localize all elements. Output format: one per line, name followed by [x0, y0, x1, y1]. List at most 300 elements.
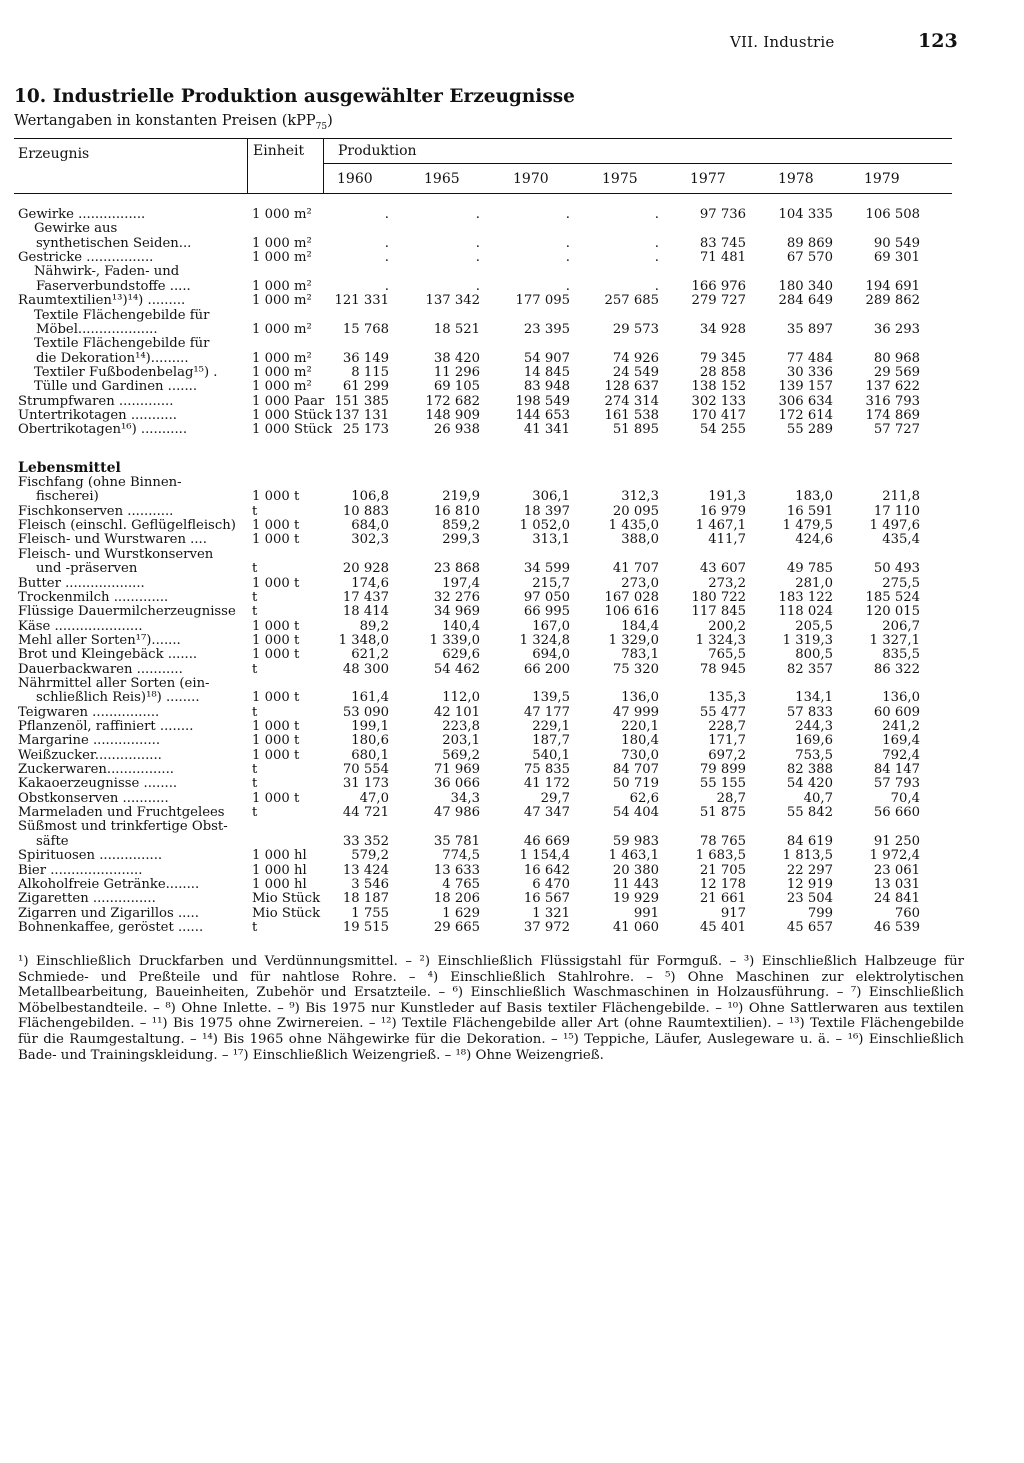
- value-cell: 17 110: [873, 503, 920, 519]
- column-header-product: Erzeugnis: [18, 146, 90, 162]
- value-cell: 83 745: [699, 235, 746, 251]
- value-cell: 275,5: [882, 575, 920, 591]
- value-cell: 730,0: [621, 747, 659, 763]
- product-label: Käse .....................: [18, 618, 143, 634]
- value-cell: .: [384, 278, 389, 294]
- table-row: [0, 677, 1024, 691]
- value-cell: 16 591: [786, 503, 833, 519]
- value-cell: 70,4: [890, 790, 920, 806]
- value-cell: 57 727: [873, 422, 920, 438]
- product-label: Bier ......................: [18, 862, 143, 878]
- value-cell: 47 347: [523, 805, 570, 821]
- value-cell: 84 619: [786, 833, 833, 849]
- value-cell: 25 173: [342, 422, 389, 438]
- value-cell: 1 435,0: [608, 518, 659, 534]
- unit-cell: 1 000 t: [252, 532, 300, 548]
- value-cell: 45 657: [786, 919, 833, 935]
- unit-column-rule: [247, 139, 248, 193]
- value-cell: 112,0: [442, 690, 480, 706]
- value-cell: 20 095: [612, 503, 659, 519]
- table-row: [0, 849, 1024, 863]
- value-cell: 15 768: [342, 321, 389, 337]
- table-row: [0, 265, 1024, 279]
- value-cell: 180 722: [691, 589, 746, 605]
- value-cell: 18 187: [342, 891, 389, 907]
- value-cell: 54 404: [612, 805, 659, 821]
- table-row: [0, 380, 1024, 394]
- value-cell: 41 341: [523, 422, 570, 438]
- value-cell: 12 178: [699, 876, 746, 892]
- value-cell: 1 629: [442, 905, 480, 921]
- value-cell: 8 115: [351, 364, 389, 380]
- value-cell: 47 999: [612, 704, 659, 720]
- value-cell: 17 437: [342, 589, 389, 605]
- value-cell: 36 149: [342, 350, 389, 366]
- value-cell: 57 833: [786, 704, 833, 720]
- value-cell: 180,6: [351, 733, 389, 749]
- table-row: [0, 663, 1024, 677]
- product-label: Raumtextilien¹³)¹⁴) .........: [18, 293, 186, 309]
- value-cell: 106 616: [604, 604, 659, 620]
- table-row: [0, 237, 1024, 251]
- value-cell: 29 573: [612, 321, 659, 337]
- product-label: Obertrikotagen¹⁶) ...........: [18, 422, 188, 438]
- value-cell: 1 327,1: [869, 632, 920, 648]
- table-row: [0, 533, 1024, 547]
- value-cell: 74 926: [612, 350, 659, 366]
- value-cell: 50 493: [873, 561, 920, 577]
- value-cell: 42 101: [433, 704, 480, 720]
- value-cell: 241,2: [882, 719, 920, 734]
- value-cell: 223,8: [442, 719, 480, 734]
- value-cell: .: [565, 250, 570, 265]
- value-cell: 148 909: [425, 407, 480, 423]
- table-row: [0, 634, 1024, 648]
- value-cell: 44 721: [342, 805, 389, 821]
- product-label: Textiler Fußbodenbelag¹⁵) .: [34, 364, 218, 380]
- value-cell: 30 336: [786, 364, 833, 380]
- subtitle-text: Wertangaben in konstanten Preisen (kPP: [14, 113, 316, 129]
- value-cell: 82 388: [786, 762, 833, 777]
- value-cell: 219,9: [442, 489, 480, 505]
- value-cell: 579,2: [351, 848, 389, 864]
- value-cell: 71 481: [699, 250, 746, 265]
- product-label: Trockenmilch .............: [18, 589, 169, 605]
- table-row: [0, 763, 1024, 777]
- value-cell: 629,6: [442, 647, 480, 663]
- product-label: Fleisch (einschl. Geflügelfleisch): [18, 518, 236, 534]
- value-cell: 69 105: [433, 379, 480, 395]
- value-cell: 47 177: [523, 704, 570, 720]
- value-cell: 28 858: [699, 364, 746, 380]
- value-cell: 215,7: [532, 575, 570, 591]
- product-label: Flüssige Dauermilcherzeugnisse: [18, 604, 236, 620]
- unit-cell: t: [252, 776, 258, 792]
- value-cell: .: [654, 278, 659, 294]
- column-header-year: 1979: [864, 171, 900, 187]
- value-cell: 917: [720, 905, 746, 921]
- value-cell: 169,4: [882, 733, 920, 749]
- value-cell: .: [654, 235, 659, 251]
- value-cell: 56 660: [873, 805, 920, 821]
- value-cell: 47 986: [433, 805, 480, 821]
- value-cell: 23 868: [433, 561, 480, 577]
- value-cell: 191,3: [708, 489, 746, 505]
- table-row: [0, 505, 1024, 519]
- value-cell: 97 736: [699, 207, 746, 222]
- unit-cell: 1 000 hl: [252, 848, 307, 864]
- value-cell: 183 122: [778, 589, 833, 605]
- table-row: [0, 577, 1024, 591]
- table-row: [0, 423, 1024, 437]
- value-cell: 41 707: [612, 561, 659, 577]
- product-label: Brot und Kleingebäck .......: [18, 647, 198, 663]
- value-cell: 170 417: [691, 407, 746, 423]
- value-cell: 62,6: [629, 790, 659, 806]
- value-cell: 75 835: [523, 762, 570, 777]
- unit-cell: t: [252, 919, 258, 935]
- value-cell: .: [384, 250, 389, 265]
- value-cell: 21 705: [699, 862, 746, 878]
- value-cell: 16 810: [433, 503, 480, 519]
- unit-cell: 1 000 m²: [252, 207, 312, 222]
- value-cell: .: [565, 278, 570, 294]
- value-cell: 792,4: [882, 747, 920, 763]
- product-label: die Dekoration¹⁴).........: [36, 350, 189, 366]
- value-cell: 273,0: [621, 575, 659, 591]
- value-cell: 36 293: [873, 321, 920, 337]
- value-cell: 67 570: [786, 250, 833, 265]
- value-cell: .: [475, 235, 480, 251]
- value-cell: 289 862: [865, 293, 920, 309]
- product-label: Gewirke ................: [18, 207, 146, 222]
- table-row: [0, 806, 1024, 820]
- product-label: Teigwaren ................: [18, 704, 160, 720]
- value-cell: 36 066: [433, 776, 480, 792]
- value-cell: 50 719: [612, 776, 659, 792]
- product-label: Weißzucker................: [18, 747, 162, 763]
- value-cell: 184,4: [621, 618, 659, 634]
- page-number: 123: [918, 30, 958, 52]
- value-cell: 177 095: [515, 293, 570, 309]
- unit-cell: 1 000 t: [252, 719, 300, 734]
- value-cell: 1 329,0: [608, 632, 659, 648]
- product-label: Fischfang (ohne Binnen-: [18, 475, 182, 490]
- value-cell: 1 683,5: [695, 848, 746, 864]
- table-row: [0, 562, 1024, 576]
- product-label: Spirituosen ...............: [18, 848, 163, 864]
- product-label: schließlich Reis)¹⁸) ........: [36, 690, 200, 706]
- value-cell: 51 875: [699, 805, 746, 821]
- value-cell: 306 634: [778, 393, 833, 409]
- value-cell: 167,0: [532, 618, 570, 634]
- unit-cell: 1 000 t: [252, 575, 300, 591]
- subtitle-end: ): [327, 113, 333, 129]
- unit-cell: t: [252, 661, 258, 677]
- value-cell: 274 314: [604, 393, 659, 409]
- value-cell: 29,7: [540, 790, 570, 806]
- value-cell: 13 424: [342, 862, 389, 878]
- value-cell: 200,2: [708, 618, 746, 634]
- value-cell: 174 869: [865, 407, 920, 423]
- value-cell: 13 633: [433, 862, 480, 878]
- table-row: [0, 907, 1024, 921]
- value-cell: 1 052,0: [519, 518, 570, 534]
- header-bottom-rule: [14, 193, 952, 194]
- value-cell: 104 335: [778, 207, 833, 222]
- value-cell: 84 147: [873, 762, 920, 777]
- table-row: [0, 835, 1024, 849]
- value-cell: 54 907: [523, 350, 570, 366]
- value-cell: 302,3: [351, 532, 389, 548]
- value-cell: 206,7: [882, 618, 920, 634]
- value-cell: 18 521: [433, 321, 480, 337]
- product-label: Alkoholfreie Getränke........: [18, 876, 200, 892]
- table-row: [0, 366, 1024, 380]
- product-label: Zuckerwaren................: [18, 762, 174, 777]
- value-cell: 34 599: [523, 561, 570, 577]
- table-row: [0, 734, 1024, 748]
- value-cell: 166 976: [691, 278, 746, 294]
- unit-cell: 1 000 Stück: [252, 422, 333, 438]
- column-header-unit: Einheit: [253, 143, 305, 159]
- value-cell: 697,2: [708, 747, 746, 763]
- value-cell: 49 785: [786, 561, 833, 577]
- value-cell: 1 497,6: [869, 518, 920, 534]
- value-cell: 835,5: [882, 647, 920, 663]
- value-cell: 11 443: [612, 876, 659, 892]
- value-cell: 306,1: [532, 489, 570, 505]
- value-cell: .: [475, 250, 480, 265]
- unit-cell: t: [252, 704, 258, 720]
- product-label: Kakaoerzeugnisse ........: [18, 776, 178, 792]
- value-cell: 205,5: [795, 618, 833, 634]
- value-cell: 80 968: [873, 350, 920, 366]
- table-row: [0, 352, 1024, 366]
- value-cell: 1 154,4: [519, 848, 570, 864]
- value-cell: 313,1: [532, 532, 570, 548]
- value-cell: 257 685: [604, 293, 659, 309]
- unit-cell: 1 000 hl: [252, 876, 307, 892]
- value-cell: 35 781: [433, 833, 480, 849]
- column-header-year: 1970: [513, 171, 549, 187]
- value-cell: 183,0: [795, 489, 833, 505]
- value-cell: 171,7: [708, 733, 746, 749]
- value-cell: 120 015: [865, 604, 920, 620]
- value-cell: 90 549: [873, 235, 920, 251]
- value-cell: 19 929: [612, 891, 659, 907]
- value-cell: 55 842: [786, 805, 833, 821]
- value-cell: 134,1: [795, 690, 833, 706]
- value-cell: 16 979: [699, 503, 746, 519]
- value-cell: 57 793: [873, 776, 920, 792]
- product-label: Pflanzenöl, raffiniert ........: [18, 719, 194, 734]
- subtitle-subscript: 75: [315, 121, 328, 132]
- value-cell: 859,2: [442, 518, 480, 534]
- value-cell: 55 477: [699, 704, 746, 720]
- value-cell: 198 549: [515, 393, 570, 409]
- value-cell: 316 793: [865, 393, 920, 409]
- unit-cell: t: [252, 589, 258, 605]
- table-row: [0, 309, 1024, 323]
- value-cell: 54 462: [433, 661, 480, 677]
- product-label: säfte: [36, 833, 69, 849]
- value-cell: 26 938: [433, 422, 480, 438]
- table-row: [0, 620, 1024, 634]
- value-cell: 694,0: [532, 647, 570, 663]
- value-cell: 161 538: [604, 407, 659, 423]
- value-cell: 43 607: [699, 561, 746, 577]
- table-row: [0, 222, 1024, 236]
- value-cell: 435,4: [882, 532, 920, 548]
- value-cell: 33 352: [342, 833, 389, 849]
- value-cell: 194 691: [865, 278, 920, 294]
- value-cell: 71 969: [433, 762, 480, 777]
- table-row: [0, 605, 1024, 619]
- value-cell: 765,5: [708, 647, 746, 663]
- product-label: Mehl aller Sorten¹⁷).......: [18, 632, 181, 648]
- table-row: [0, 519, 1024, 533]
- value-cell: .: [654, 250, 659, 265]
- unit-cell: t: [252, 561, 258, 577]
- product-label: Bohnenkaffee, geröstet ......: [18, 919, 204, 935]
- product-label: Gewirke aus: [34, 221, 118, 237]
- value-cell: 106,8: [351, 489, 389, 505]
- value-cell: 284 649: [778, 293, 833, 309]
- value-cell: 20 380: [612, 862, 659, 878]
- value-cell: 137 622: [865, 379, 920, 395]
- table-row: [0, 323, 1024, 337]
- column-header-year: 1977: [690, 171, 726, 187]
- value-cell: 137 342: [425, 293, 480, 309]
- value-cell: 753,5: [795, 747, 833, 763]
- value-cell: 621,2: [351, 647, 389, 663]
- value-cell: 23 504: [786, 891, 833, 907]
- value-cell: .: [475, 278, 480, 294]
- unit-cell: 1 000 t: [252, 618, 300, 634]
- value-cell: 51 895: [612, 422, 659, 438]
- value-cell: 211,8: [882, 489, 920, 505]
- value-cell: 312,3: [621, 489, 659, 505]
- value-cell: 138 152: [691, 379, 746, 395]
- value-cell: .: [384, 207, 389, 222]
- value-cell: 1 348,0: [338, 632, 389, 648]
- value-cell: 299,3: [442, 532, 480, 548]
- value-cell: 139,5: [532, 690, 570, 706]
- value-cell: 172 682: [425, 393, 480, 409]
- value-cell: 29 665: [433, 919, 480, 935]
- product-label: Textile Flächengebilde für: [34, 307, 210, 323]
- value-cell: .: [654, 207, 659, 222]
- unit-cell: 1 000 Stück: [252, 407, 333, 423]
- value-cell: 684,0: [351, 518, 389, 534]
- value-cell: 40,7: [803, 790, 833, 806]
- unit-cell: Mio Stück: [252, 905, 321, 921]
- value-cell: 169,6: [795, 733, 833, 749]
- value-cell: 20 928: [342, 561, 389, 577]
- product-label: Gestricke ................: [18, 250, 154, 265]
- table-row: [0, 864, 1024, 878]
- value-cell: 41 172: [523, 776, 570, 792]
- product-label: Nähwirk-, Faden- und: [34, 264, 180, 280]
- value-cell: 139 157: [778, 379, 833, 395]
- value-cell: 228,7: [708, 719, 746, 734]
- unit-cell: 1 000 m²: [252, 364, 312, 380]
- table-row: [0, 691, 1024, 705]
- value-cell: 991: [633, 905, 659, 921]
- value-cell: 31 173: [342, 776, 389, 792]
- value-cell: 89 869: [786, 235, 833, 251]
- value-cell: 97 050: [523, 589, 570, 605]
- value-cell: 10 883: [342, 503, 389, 519]
- value-cell: 13 031: [873, 876, 920, 892]
- value-cell: 59 983: [612, 833, 659, 849]
- value-cell: 1 467,1: [695, 518, 746, 534]
- value-cell: 28,7: [716, 790, 746, 806]
- value-cell: 32 276: [433, 589, 480, 605]
- unit-cell: 1 000 m²: [252, 379, 312, 395]
- value-cell: 48 300: [342, 661, 389, 677]
- table-row: [0, 208, 1024, 222]
- table-row: [0, 409, 1024, 423]
- value-cell: 16 642: [523, 862, 570, 878]
- product-label: Faserverbundstoffe .....: [36, 278, 191, 294]
- value-cell: 167 028: [604, 589, 659, 605]
- value-cell: 1 813,5: [782, 848, 833, 864]
- value-cell: 54 420: [786, 776, 833, 792]
- value-cell: 83 948: [523, 379, 570, 395]
- value-cell: 1 319,3: [782, 632, 833, 648]
- value-cell: 22 297: [786, 862, 833, 878]
- value-cell: 34 969: [433, 604, 480, 620]
- value-cell: 61 299: [342, 379, 389, 395]
- value-cell: 136,0: [621, 690, 659, 706]
- value-cell: 180,4: [621, 733, 659, 749]
- value-cell: 4 765: [442, 876, 480, 892]
- product-label: Zigaretten ...............: [18, 891, 156, 907]
- value-cell: 70 554: [342, 762, 389, 777]
- value-cell: 53 090: [342, 704, 389, 720]
- table-row: [0, 548, 1024, 562]
- value-cell: 185 524: [865, 589, 920, 605]
- table-row: [0, 749, 1024, 763]
- value-cell: 21 661: [699, 891, 746, 907]
- table-row: [0, 777, 1024, 791]
- value-cell: 187,7: [532, 733, 570, 749]
- unit-cell: 1 000 t: [252, 518, 300, 534]
- product-label: Obstkonserven ...........: [18, 790, 169, 806]
- product-label: Zigarren und Zigarillos .....: [18, 905, 199, 921]
- product-label: Fischkonserven ...........: [18, 503, 174, 519]
- table-row: [0, 591, 1024, 605]
- value-cell: 23 395: [523, 321, 570, 337]
- product-label: Untertrikotagen ...........: [18, 407, 177, 423]
- value-cell: 279 727: [691, 293, 746, 309]
- value-cell: 18 397: [523, 503, 570, 519]
- value-cell: 800,5: [795, 647, 833, 663]
- product-label: Marmeladen und Fruchtgelees: [18, 805, 225, 821]
- product-label: fischerei): [36, 489, 99, 505]
- value-cell: 19 515: [342, 919, 389, 935]
- value-cell: 180 340: [778, 278, 833, 294]
- value-cell: .: [565, 207, 570, 222]
- value-cell: 783,1: [621, 647, 659, 663]
- unit-cell: 1 000 t: [252, 489, 300, 505]
- value-cell: 3 546: [351, 876, 389, 892]
- value-cell: 1 479,5: [782, 518, 833, 534]
- value-cell: 37 972: [523, 919, 570, 935]
- value-cell: 135,3: [708, 690, 746, 706]
